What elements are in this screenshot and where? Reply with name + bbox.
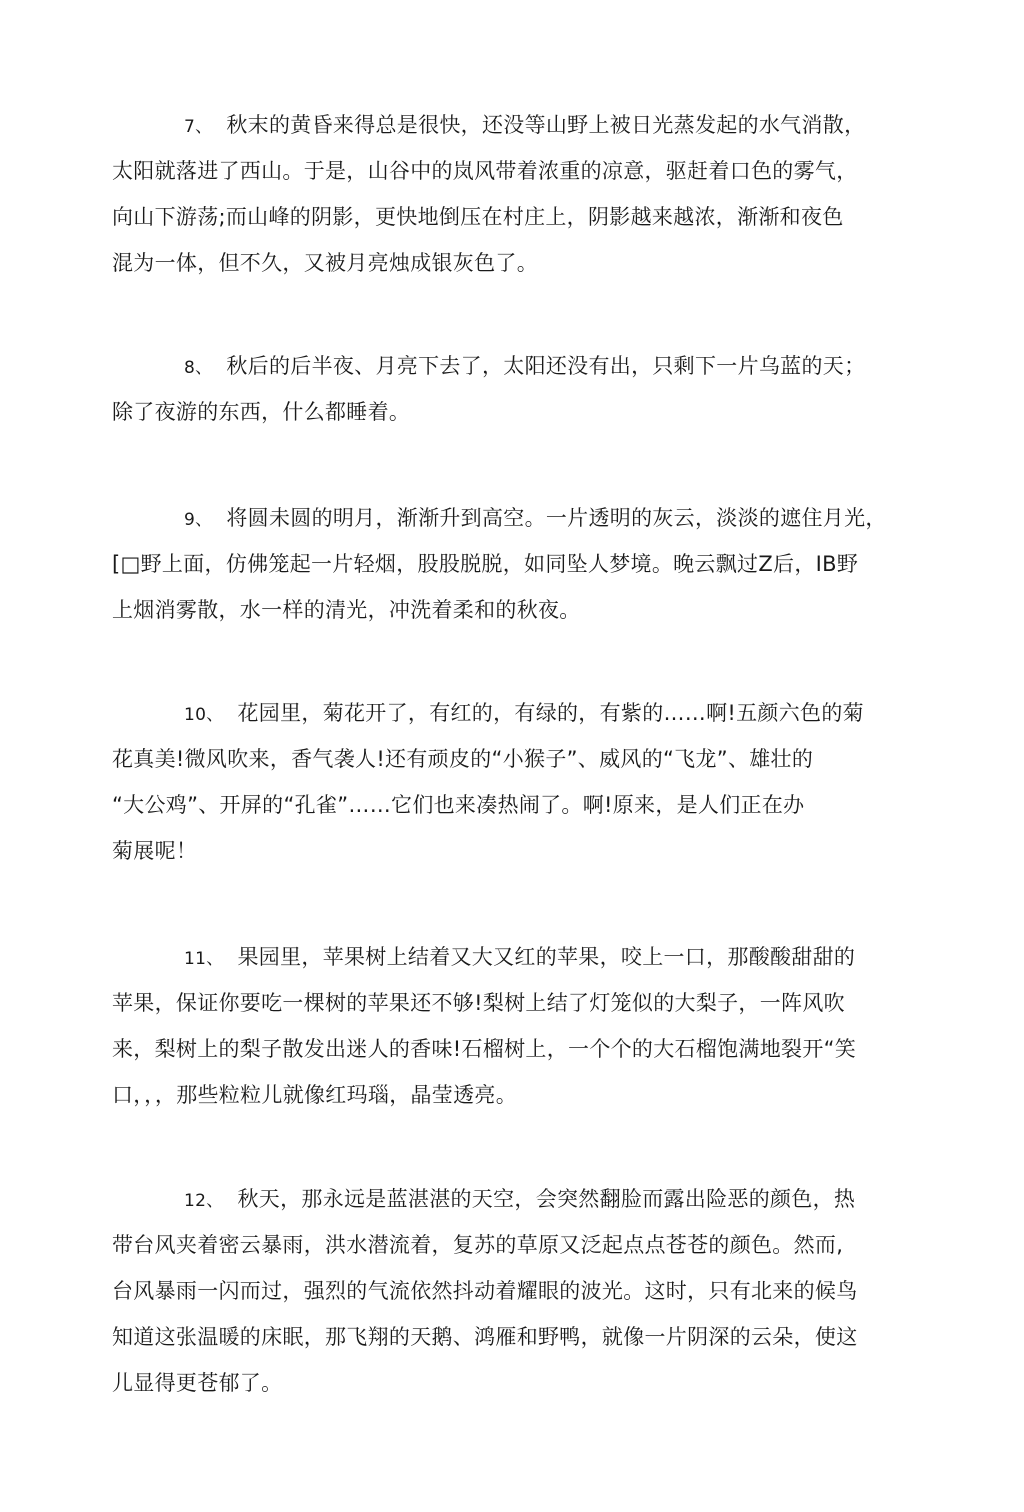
paragraph-12	[112, 1176, 902, 1406]
paragraph-line: 向山下游荡;而山峰的阴影，更快地倒压在村庄上，阴影越来越浓，渐渐和夜色	[112, 205, 844, 229]
paragraph-line	[112, 690, 902, 736]
paragraph-line	[112, 343, 902, 389]
paragraph-number: 10、	[184, 705, 224, 725]
paragraph-text: 花园里，菊花开了，有红的，有绿的，有紫的……啊!五颜六色的菊	[237, 701, 864, 725]
paragraph-number: 7、	[184, 117, 213, 137]
paragraph-line: 知道这张温暖的床眠，那飞翔的天鹅、鸿雁和野鸭，就像一片阴深的云朵，使这	[112, 1325, 858, 1349]
paragraph-line: 来，梨树上的梨子散发出迷人的香味!石榴树上，一个个的大石榴饱满地裂开“笑	[112, 1037, 857, 1061]
paragraph-10	[112, 690, 902, 874]
paragraph-line: 花真美!微风吹来，香气袭人!还有顽皮的“小猴子”、威风的“飞龙”、雄壮的	[112, 747, 814, 771]
paragraph-line: 苹果，保证你要吃一棵树的苹果还不够!梨树上结了灯笼似的大梨子，一阵风吹	[112, 991, 845, 1015]
paragraph-line: 儿显得更苍郁了。	[112, 1371, 283, 1395]
paragraph-number: 8、	[184, 358, 213, 378]
paragraph-8	[112, 343, 902, 435]
paragraph-line: “大公鸡”、开屏的“孔雀”……它们也来凑热闹了。啊!原来，是人们正在办	[112, 793, 805, 817]
paragraph-text: 果园里，苹果树上结着又大又红的苹果，咬上一口，那酸酸甜甜的	[237, 945, 856, 969]
paragraph-line	[112, 934, 902, 980]
paragraph-line: 口，，，那些粒粒儿就像红玛瑙，晶莹透亮。	[112, 1083, 517, 1107]
paragraph-line: 带台风夹着密云暴雨，洪水潜流着，复苏的草原又泛起点点苍苍的颜色。然而,	[112, 1233, 844, 1257]
paragraph-text: 秋天，那永远是蓝湛湛的天空，会突然翻脸而露出险恶的颜色，热	[237, 1187, 856, 1211]
paragraph-line	[112, 102, 902, 148]
paragraph-11	[112, 934, 902, 1118]
paragraph-text: 将圆未圆的明月，渐渐升到高空。一片透明的灰云，淡淡的遮住月光，	[226, 506, 887, 530]
paragraph-number: 11、	[184, 949, 224, 969]
paragraph-line: 太阳就落进了西山。于是，山谷中的岚风带着浓重的凉意，驱赶着口色的雾气，	[112, 159, 858, 183]
paragraph-line	[112, 1176, 902, 1222]
paragraph-line: 菊展呢！	[112, 839, 198, 863]
paragraph-text: 秋后的后半夜、月亮下去了，太阳还没有出，只剩下一片乌蓝的天；	[226, 354, 866, 378]
paragraph-line: 混为一体，但不久，又被月亮烛成银灰色了。	[112, 251, 538, 275]
paragraph-line: 上烟消雾散，水一样的清光，冲洗着柔和的秋夜。	[112, 598, 581, 622]
paragraph-line	[112, 495, 902, 541]
paragraph-line: 除了夜游的东西，什么都睡着。	[112, 400, 411, 424]
paragraph-line: [□野上面，仿佛笼起一片轻烟，股股脱脱，如同坠人梦境。晚云飘过Z后，IB野	[112, 552, 859, 576]
paragraph-7	[112, 102, 902, 286]
paragraph-line: 台风暴雨一闪而过，强烈的气流依然抖动着耀眼的波光。这时，只有北来的候鸟	[112, 1279, 858, 1303]
paragraph-number: 9、	[184, 510, 213, 530]
paragraph-9	[112, 495, 902, 633]
paragraph-number: 12、	[184, 1191, 224, 1211]
paragraph-text: 秋末的黄昏来得总是很快，还没等山野上被日光蒸发起的水气消散，	[226, 113, 866, 137]
